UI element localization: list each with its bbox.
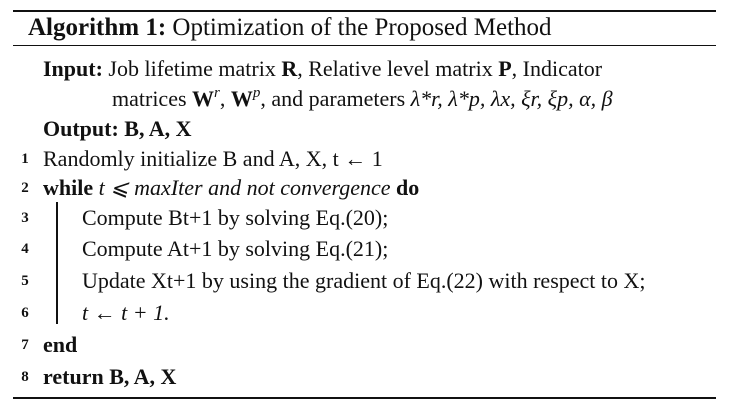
line-number-4: 4 [21, 241, 29, 257]
line-8-text [43, 364, 176, 390]
line-3-text: Compute Bt+1 by solving Eq.(20); [82, 205, 389, 230]
line-number-5: 5 [21, 273, 29, 289]
input-text-d: matrices [112, 86, 187, 111]
bottom-rule [13, 397, 716, 399]
loop-body-bar [56, 202, 58, 324]
loop-condition: t ⩽ maxIter and not convergence [98, 175, 391, 200]
return-values: B, A, X [109, 364, 177, 389]
title-text: Optimization of the Proposed Method [172, 14, 552, 41]
title-label: Algorithm 1: [28, 14, 167, 41]
input-sym-wr: W [192, 86, 215, 111]
line-number-6: 6 [21, 305, 29, 321]
output-line [43, 116, 192, 142]
line-2-text [43, 175, 419, 201]
line-1-text: Randomly initialize B and A, X, t ← 1 [43, 146, 383, 171]
end-keyword: end [43, 332, 78, 357]
input-sym-p: P [498, 56, 512, 81]
input-label: Input: [43, 56, 103, 81]
return-keyword: return [43, 364, 104, 389]
input-line-1 [43, 56, 602, 82]
do-keyword: do [396, 175, 420, 200]
line-number-7: 7 [21, 337, 29, 353]
input-text-b: , Relative level matrix [297, 56, 493, 81]
line-5-text: Update Xt+1 by using the gradient of Eq.(22) with respect to X; [82, 268, 646, 293]
output-text: B, A, X [124, 116, 192, 141]
line-number-8: 8 [21, 369, 29, 385]
line-number-1: 1 [21, 151, 29, 167]
input-text-e: , and parameters [260, 86, 406, 111]
title-rule [13, 45, 716, 46]
line-number-2: 2 [21, 180, 29, 196]
line-6-text: t ← t + 1. [82, 300, 170, 325]
input-text-a: Job lifetime matrix [108, 56, 276, 81]
line-4-text: Compute At+1 by solving Eq.(21); [82, 236, 389, 261]
input-sym-wp: W [230, 86, 253, 111]
input-text-c: , Indicator [511, 56, 603, 81]
input-sup-r: r [214, 84, 220, 101]
output-label: Output: [43, 116, 119, 141]
while-keyword: while [43, 175, 94, 200]
input-params: λ*r, λ*p, λx, ξr, ξp, α, β [410, 86, 613, 111]
input-sup-p: p [252, 84, 261, 101]
line-number-3: 3 [21, 210, 29, 226]
input-sym-r: R [281, 56, 298, 81]
algorithm-title [28, 13, 552, 43]
top-rule [13, 10, 716, 12]
input-line-2: matrices $W^r$, $W^p$, and parameters λ*r, λ*p, λx, ξr, ξp, α, β [112, 84, 613, 111]
